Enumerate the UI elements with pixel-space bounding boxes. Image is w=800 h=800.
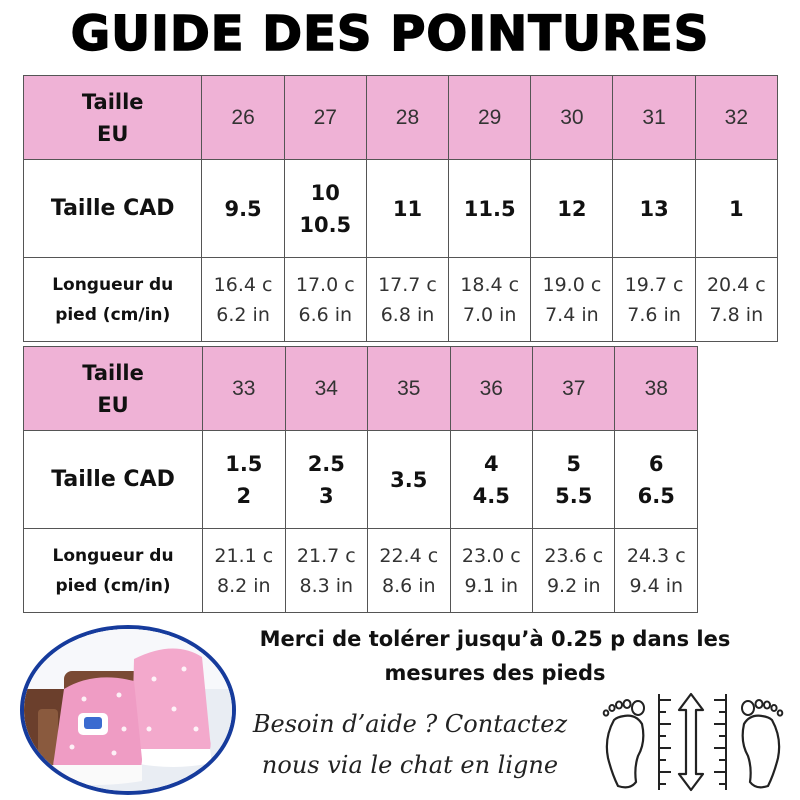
eu-size-cell: 37 [533, 347, 615, 431]
cad-size-cell: 6 6.5 [615, 431, 698, 529]
eu-size-cell: 30 [531, 76, 613, 160]
cad-size-cell: 1 [695, 160, 777, 258]
foot-length-cell: 23.6 c 9.2 in [533, 529, 615, 613]
eu-size-cell: 27 [284, 76, 366, 160]
eu-size-cell: 31 [613, 76, 695, 160]
ruler-icon [655, 692, 675, 792]
foot-length-cell: 22.4 c 8.6 in [368, 529, 450, 613]
cad-size-label: Taille CAD [24, 431, 203, 529]
cad-size-row [24, 431, 698, 529]
eu-size-row [24, 347, 698, 431]
eu-size-label: Taille EU [24, 347, 203, 431]
foot-length-label: Longueur du pied (cm/in) [24, 529, 203, 613]
eu-size-cell: 29 [449, 76, 531, 160]
eu-size-cell: 35 [368, 347, 450, 431]
cad-size-cell: 4 4.5 [450, 431, 532, 529]
eu-size-cell: 36 [450, 347, 532, 431]
right-foot-icon [734, 698, 786, 790]
foot-length-cell: 21.7 c 8.3 in [285, 529, 367, 613]
foot-length-cell: 23.0 c 9.1 in [450, 529, 532, 613]
foot-length-cell: 21.1 c 8.2 in [203, 529, 285, 613]
eu-size-cell: 32 [695, 76, 777, 160]
eu-size-cell: 26 [202, 76, 284, 160]
size-table-1 [23, 75, 778, 342]
cad-size-cell: 2.5 3 [285, 431, 367, 529]
eu-size-cell: 38 [615, 347, 698, 431]
foot-length-cell: 16.4 c 6.2 in [202, 258, 284, 342]
foot-length-cell: 24.3 c 9.4 in [615, 529, 698, 613]
cad-size-label: Taille CAD [24, 160, 202, 258]
measure-arrow-icon [676, 692, 706, 792]
cad-size-cell: 11.5 [449, 160, 531, 258]
cad-size-cell: 10 10.5 [284, 160, 366, 258]
eu-size-cell: 33 [203, 347, 285, 431]
cad-size-row [24, 160, 778, 258]
size-table-2 [23, 346, 698, 613]
foot-length-cell: 19.0 c 7.4 in [531, 258, 613, 342]
cad-size-cell: 5 5.5 [533, 431, 615, 529]
foot-length-cell: 17.0 c 6.6 in [284, 258, 366, 342]
cad-size-cell: 11 [366, 160, 448, 258]
eu-size-cell: 34 [285, 347, 367, 431]
cad-size-cell: 13 [613, 160, 695, 258]
ruler-icon [710, 692, 730, 792]
foot-length-label: Longueur du pied (cm/in) [24, 258, 202, 342]
foot-length-cell: 18.4 c 7.0 in [449, 258, 531, 342]
cad-size-cell: 3.5 [368, 431, 450, 529]
eu-size-row [24, 76, 778, 160]
tolerance-note: Merci de tolérer jusqu’à 0.25 p dans les mesures des pieds [259, 627, 731, 685]
help-text: Besoin d’aide ? Contactez nous via le chat en ligne [252, 710, 568, 779]
cad-size-cell: 12 [531, 160, 613, 258]
left-foot-icon [600, 698, 652, 790]
cad-size-cell: 1.5 2 [203, 431, 285, 529]
foot-length-row [24, 258, 778, 342]
foot-length-cell: 19.7 c 7.6 in [613, 258, 695, 342]
foot-length-row [24, 529, 698, 613]
boots-photo [20, 625, 236, 795]
eu-size-label: Taille EU [24, 76, 202, 160]
page-title: GUIDE DES POINTURES [70, 6, 710, 62]
cad-size-cell: 9.5 [202, 160, 284, 258]
foot-length-cell: 17.7 c 6.8 in [366, 258, 448, 342]
foot-length-cell: 20.4 c 7.8 in [695, 258, 777, 342]
eu-size-cell: 28 [366, 76, 448, 160]
